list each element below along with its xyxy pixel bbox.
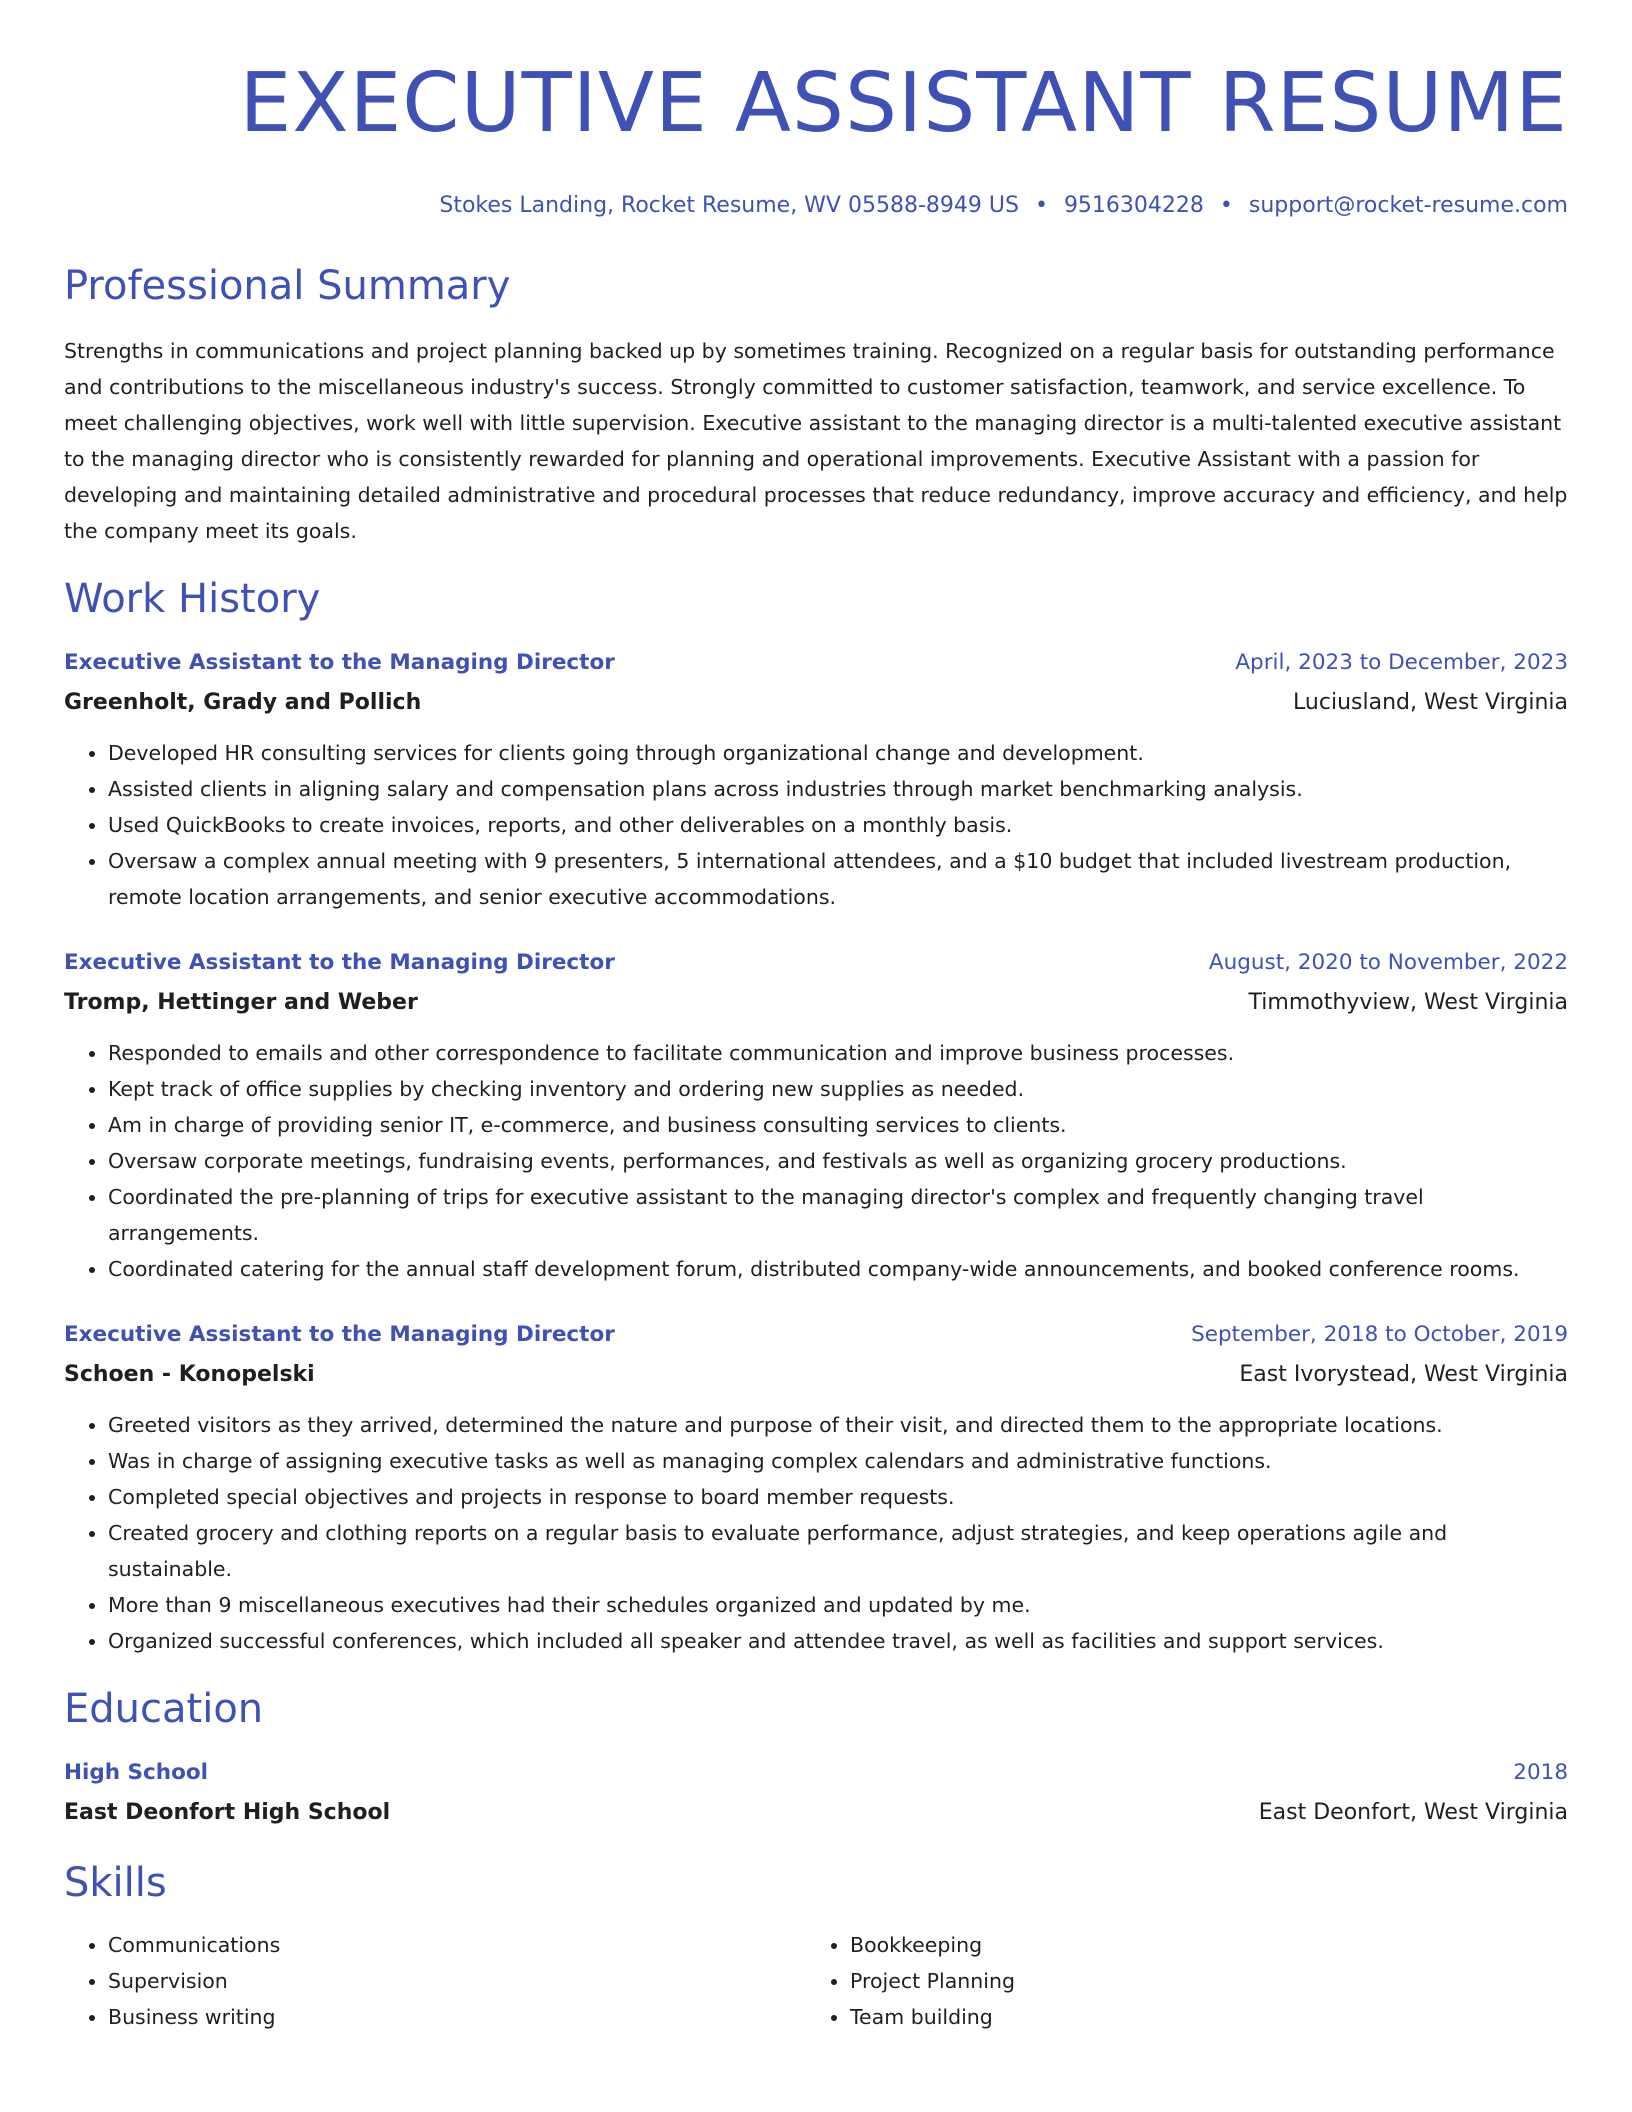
job-bullet: • Used QuickBooks to create invoices, reports, and other deliverables on a monthly basis. — [108, 807, 1568, 843]
job-bullet: • Assisted clients in aligning salary and compensation plans across industries through market benchmarking analysis. — [108, 771, 1568, 807]
job-bullets — [64, 1035, 1568, 1287]
skill-item: • Communications — [108, 1927, 806, 1963]
job-dates: August, 2020 to November, 2022 — [1208, 950, 1568, 975]
job-company: Schoen - Konopelski — [64, 1362, 315, 1387]
job-entry — [64, 1315, 1568, 1659]
contact-separator: • — [1034, 193, 1048, 218]
skill-item: • Bookkeeping — [850, 1927, 1568, 1963]
job-bullet: • Coordinated catering for the annual staff development forum, distributed company-wide announcements, and booked conference rooms. — [108, 1251, 1568, 1287]
skills-heading: Skills — [64, 1860, 167, 1906]
job-bullet: • Organized successful conferences, which included all speaker and attendee travel, as well as facilities and support services. — [108, 1623, 1568, 1659]
resume-page — [64, 0, 1568, 2035]
skills-column-left — [64, 1927, 806, 2035]
education-heading: Education — [64, 1686, 264, 1732]
education-year: 2018 — [1513, 1760, 1568, 1785]
work-history-heading: Work History — [64, 576, 321, 622]
contact-line — [64, 192, 1568, 220]
job-dates: April, 2023 to December, 2023 — [1235, 650, 1568, 675]
contact-phone: 9516304228 — [1063, 193, 1204, 218]
education-degree: High School — [64, 1760, 208, 1785]
job-bullet: • Kept track of office supplies by checking inventory and ordering new supplies as needed. — [108, 1071, 1568, 1107]
job-bullet: • Completed special objectives and projects in response to board member requests. — [108, 1479, 1568, 1515]
job-dates: September, 2018 to October, 2019 — [1191, 1322, 1568, 1347]
job-bullets — [64, 735, 1568, 915]
job-bullet: • Coordinated the pre-planning of trips for executive assistant to the managing director's complex and frequently changing travel arrangements. — [108, 1179, 1568, 1251]
skills-column-right — [806, 1927, 1568, 2035]
skill-item: • Business writing — [108, 1999, 806, 2035]
summary-heading: Professional Summary — [64, 263, 511, 309]
skill-item: • Supervision — [108, 1963, 806, 1999]
job-bullet: • Responded to emails and other correspondence to facilitate communication and improve business processes. — [108, 1035, 1568, 1071]
job-company: Tromp, Hettinger and Weber — [64, 990, 418, 1015]
job-title: Executive Assistant to the Managing Director — [64, 1322, 615, 1347]
job-bullet: • More than 9 miscellaneous executives had their schedules organized and updated by me. — [108, 1587, 1568, 1623]
skill-item: • Project Planning — [850, 1963, 1568, 1999]
job-bullet: • Created grocery and clothing reports on a regular basis to evaluate performance, adjust strategies, and keep operations agile and sustainable. — [108, 1515, 1568, 1587]
education-school: East Deonfort High School — [64, 1800, 391, 1825]
education-entry — [64, 1753, 1568, 1833]
job-bullet: • Oversaw a complex annual meeting with 9 presenters, 5 international attendees, and a $10 budget that included livestream production, remote location arrangements, and senior executive accommodations. — [108, 843, 1568, 915]
contact-separator: • — [1219, 193, 1233, 218]
contact-email: support@rocket-resume.com — [1248, 193, 1568, 218]
summary-text: Strengths in communications and project planning backed up by sometimes training. Recognized on a regular basis for outstanding performance and contributions to the miscellaneous industry's success. Strongly committed to customer satisfaction, teamwork, and service excellence. To meet challenging objectives, work well with little supervision. Executive assistant to the managing director is a multi-talented executive assistant to the managing director who is consistently rewarded for planning and operational improvements. Executive Assistant with a passion for developing and maintaining detailed administrative and procedural processes that reduce redundancy, improve accuracy and efficiency, and help the company meet its goals. — [64, 339, 1568, 543]
job-bullets — [64, 1407, 1568, 1659]
contact-address: Stokes Landing, Rocket Resume, WV 05588-8949 US — [439, 193, 1019, 218]
page-title: EXECUTIVE ASSISTANT RESUME — [239, 56, 1568, 151]
job-entry — [64, 643, 1568, 915]
job-bullet: • Oversaw corporate meetings, fundraising events, performances, and festivals as well as organizing grocery productions. — [108, 1143, 1568, 1179]
job-bullet: • Developed HR consulting services for clients going through organizational change and development. — [108, 735, 1568, 771]
job-title: Executive Assistant to the Managing Director — [64, 950, 615, 975]
job-location: Timmothyview, West Virginia — [1248, 990, 1568, 1015]
job-bullet: • Greeted visitors as they arrived, determined the nature and purpose of their visit, and directed them to the appropriate locations. — [108, 1407, 1568, 1443]
education-location: East Deonfort, West Virginia — [1258, 1800, 1568, 1825]
job-title: Executive Assistant to the Managing Director — [64, 650, 615, 675]
job-location: Luciusland, West Virginia — [1293, 690, 1568, 715]
skill-item: • Team building — [850, 1999, 1568, 2035]
job-entry — [64, 943, 1568, 1287]
job-bullet: • Was in charge of assigning executive tasks as well as managing complex calendars and administrative functions. — [108, 1443, 1568, 1479]
job-location: East Ivorystead, West Virginia — [1239, 1362, 1568, 1387]
job-company: Greenholt, Grady and Pollich — [64, 690, 422, 715]
job-bullet: • Am in charge of providing senior IT, e-commerce, and business consulting services to clients. — [108, 1107, 1568, 1143]
skills-list — [64, 1927, 1568, 2035]
